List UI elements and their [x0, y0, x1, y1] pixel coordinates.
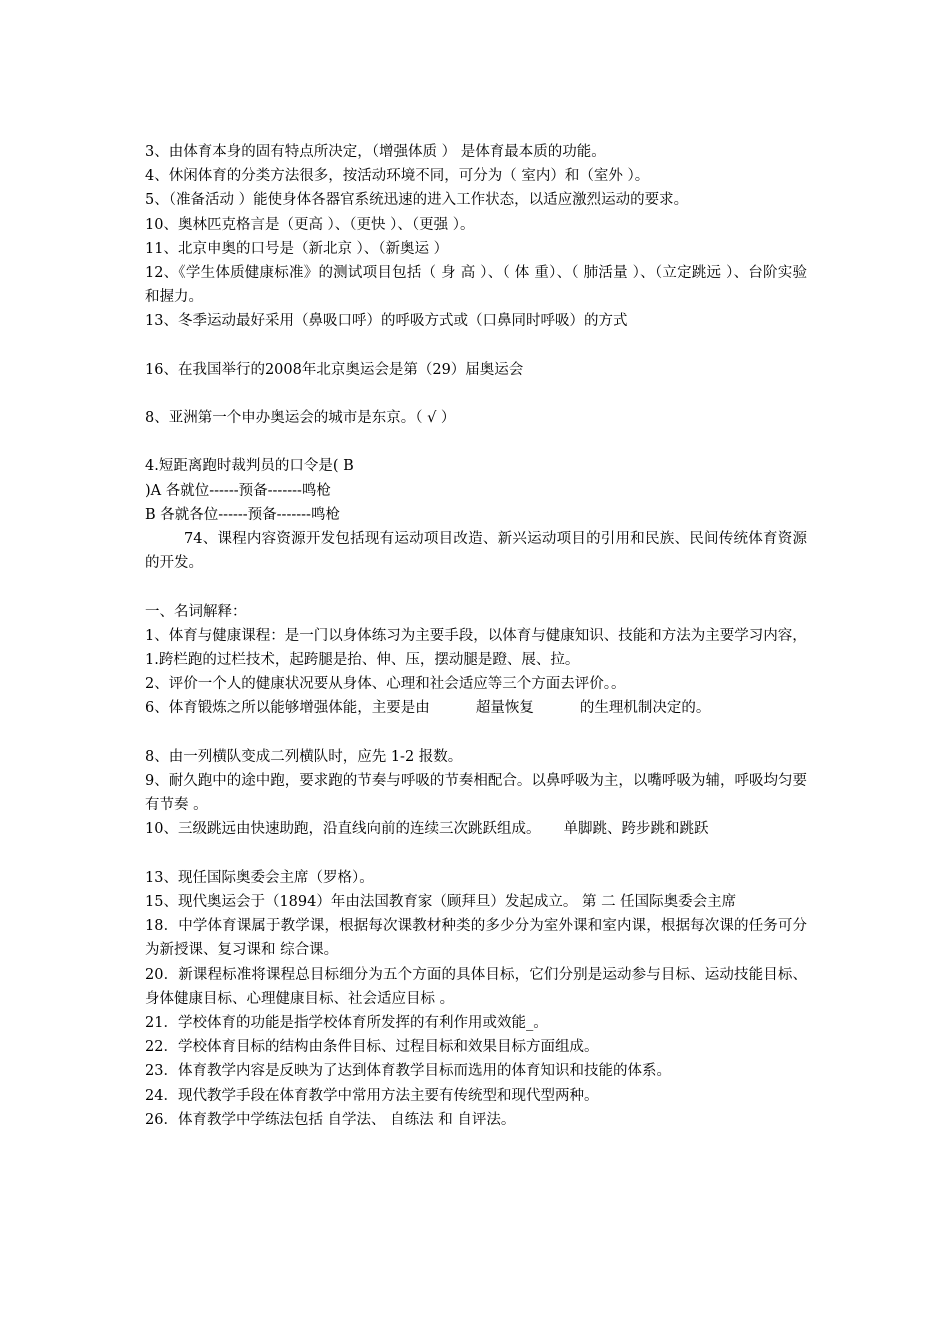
- text-paragraph: 18．中学体育课属于教学课，根据每次课教材种类的多少分为室外课和室内课，根据每次课的任务可分为新授课、复习课和 综合课。: [145, 918, 807, 959]
- blank-line: [145, 721, 807, 745]
- text-paragraph: 74、课程内容资源开发包括现有运动项目改造、新兴运动项目的引用和民族、民间传统体育资源的开发。: [145, 531, 807, 572]
- blank-line: [145, 842, 807, 866]
- text-line: 16、在我国举行的2008年北京奥运会是第（29）届奥运会: [145, 361, 524, 378]
- text-line: 5、（准备活动 ）能使身体各器官系统迅速的进入工作状态，以适应激烈运动的要求。: [145, 192, 689, 209]
- text-line: 13、现任国际奥委会主席（罗格）。: [145, 869, 374, 886]
- text-line: 11、北京申奥的口号是（新北京 ）、（新奥运 ）: [145, 240, 449, 257]
- blank-line: [145, 382, 807, 406]
- text-line: B 各就各位------预备-------鸣枪: [145, 506, 340, 523]
- text-line: 10、三级跳远由快速助跑，沿直线向前的连续三次跳跃组成。 单脚跳、跨步跳和跳跃: [145, 821, 709, 838]
- text-line: )A 各就位------预备-------鸣枪: [145, 482, 331, 499]
- section-heading: 一、名词解释：: [145, 603, 247, 620]
- text-line: 24．现代教学手段在体育教学中常用方法主要有传统型和现代型两种。: [145, 1087, 599, 1104]
- text-paragraph: 12、《学生体质健康标准》的测试项目包括（ 身 高 ）、（ 体 重）、（ 肺活量 ）、（立定跳远 ）、台阶实验和握力。: [145, 264, 807, 306]
- blank-line: [145, 334, 807, 358]
- text-line: 6、体育锻炼之所以能够增强体能，主要是由 超量恢复 的生理机制决定的。: [145, 700, 711, 717]
- text-paragraph: 9、耐久跑中的途中跑，要求跑的节奏与呼吸的节奏相配合。以鼻呼吸为主，以嘴呼吸为辅，呼吸均匀要有节奏 。: [145, 772, 807, 814]
- text-line: 13、冬季运动最好采用（鼻吸口呼）的呼吸方式或（口鼻同时呼吸）的方式: [145, 313, 628, 330]
- text-paragraph: 15、现代奥运会于（1894）年由法国教育家（顾拜旦）发起成立。 第 二 任国际奥委会主席: [145, 893, 737, 910]
- text-line: 21．学校体育的功能是指学校体育所发挥的有利作用或效能_。: [145, 1014, 548, 1031]
- document-body: [145, 140, 807, 1132]
- text-line: 4、休闲体育的分类方法很多，按活动环境不同，可分为（ 室内）和（室外 ）。: [145, 168, 650, 185]
- text-paragraph: 1、体育与健康课程：是一门以身体练习为主要手段，以体育与健康知识、技能和方法为主要学习内容，: [145, 627, 807, 644]
- blank-line: [145, 430, 807, 454]
- text-line: 3、由体育本身的固有特点所决定，（增强体质 ） 是体育最本质的功能。: [145, 144, 606, 160]
- text-line: 10、奥林匹克格言是（更高 ）、（更快 ）、（更强 ）。: [145, 216, 475, 233]
- text-line: 22．学校体育目标的结构由条件目标、过程目标和效果目标方面组成。: [145, 1039, 599, 1056]
- text-line: 8、亚洲第一个申办奥运会的城市是东京。（ √ ）: [145, 410, 456, 427]
- text-line: 1.跨栏跑的过栏技术，起跨腿是抬、伸、压，摆动腿是蹬、展、拉。: [145, 652, 580, 669]
- blank-line: [145, 575, 807, 599]
- text-paragraph: 20．新课程标准将课程总目标细分为五个方面的具体目标，它们分别是运动参与目标、运动技能目标、身体健康目标、心理健康目标、社会适应目标 。: [145, 966, 807, 1007]
- text-line: 26．体育教学中学练法包括 自学法、 自练法 和 自评法。: [145, 1111, 516, 1128]
- text-line: 4.短距离跑时裁判员的口令是( B: [145, 458, 354, 475]
- text-line: 8、由一列横队变成二列横队时，应先 1-2 报数。: [145, 748, 463, 765]
- text-line: 23．体育教学内容是反映为了达到体育教学目标而选用的体育知识和技能的体系。: [145, 1063, 671, 1080]
- text-line: 2、评价一个人的健康状况要从身体、心理和社会适应等三个方面去评价。。: [145, 676, 626, 693]
